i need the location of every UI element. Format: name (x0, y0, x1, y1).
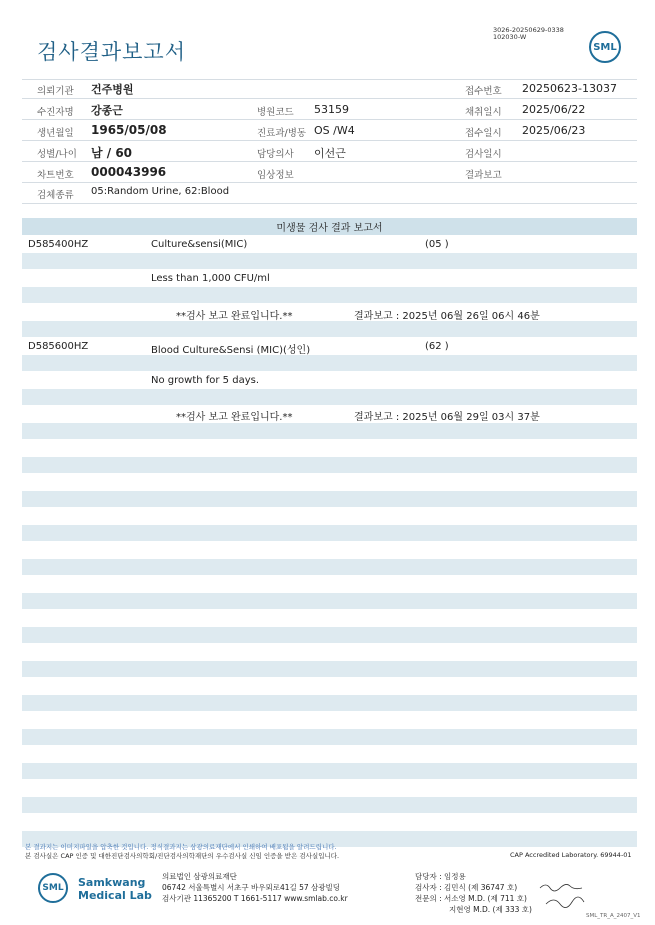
report-label: 결과보고 (465, 170, 502, 181)
row-band (22, 593, 637, 609)
row-band (22, 253, 637, 269)
chart-no-value: 000043996 (91, 165, 167, 179)
result-finding: Less than 1,000 CFU/ml (151, 273, 270, 284)
row-band (22, 661, 637, 677)
staff-charge: 담당자 : 임정용 (415, 872, 466, 881)
sml-logo-icon: SML (589, 31, 621, 63)
sex-age-value: 남 / 60 (91, 146, 133, 160)
divider (22, 182, 637, 183)
row-band (22, 287, 637, 303)
specimen-value: 05:Random Urine, 62:Blood (91, 186, 230, 197)
receipt-no-label: 접수번호 (465, 86, 502, 97)
result-specimen: (05 ) (425, 239, 449, 250)
page-title: 검사결과보고서 (37, 40, 187, 64)
clinical-label: 임상정보 (257, 170, 294, 181)
result-code: D585600HZ (28, 341, 89, 352)
row-band (22, 627, 637, 643)
footer-note-cap: 본 검사실은 CAP 인증 및 대한진단검사의학회/진단검사의학재단의 우수검사실 신임 인증을 받은 검사실입니다. (25, 852, 340, 860)
dob-value: 1965/05/08 (91, 123, 167, 137)
row-band (22, 355, 637, 371)
section-title: 미생물 검사 결과 보고서 (22, 218, 637, 235)
row-band (22, 525, 637, 541)
dept-value: OS /W4 (314, 124, 355, 137)
row-band (22, 423, 637, 439)
row-band (22, 729, 637, 745)
divider (22, 119, 637, 120)
org-info (162, 871, 348, 904)
institution-label: 의뢰기관 (37, 86, 74, 97)
result-reported: 결과보고 : 2025년 06월 26일 06시 46분 (354, 311, 540, 322)
document-code-line1: 3026-20250629-0338 (493, 26, 564, 34)
receipt-date-value: 2025/06/23 (522, 124, 586, 137)
row-band (22, 695, 637, 711)
divider (22, 161, 637, 162)
sml-logo-icon: SML (38, 873, 68, 903)
doctor-value: 이선근 (314, 147, 346, 160)
test-date-label: 검사일시 (465, 149, 502, 160)
result-finding: No growth for 5 days. (151, 375, 260, 386)
row-band (22, 491, 637, 507)
hospital-code-value: 53159 (314, 103, 349, 116)
row-band (22, 457, 637, 473)
row-band (22, 321, 637, 337)
result-code: D585400HZ (28, 239, 89, 250)
document-code-line2: 102030-W (493, 33, 527, 41)
org-name: 의료법인 삼광의료재단 (162, 872, 237, 881)
org-contact: 검사기관 11365200 T 1661-5117 www.smlab.co.kr (162, 894, 348, 903)
receipt-date-label: 접수일시 (465, 128, 502, 139)
collect-date-label: 채취일시 (465, 107, 502, 118)
patient-value: 강종근 (91, 104, 123, 117)
signature-icon (538, 880, 588, 914)
dob-label: 생년월일 (37, 128, 74, 139)
result-complete: **검사 보고 완료입니다.** (176, 311, 293, 322)
divider (22, 79, 637, 80)
staff-tester: 검사자 : 김민식 (제 36747 호) (415, 883, 518, 892)
row-band (22, 797, 637, 813)
doctor-label: 담당의사 (257, 149, 294, 160)
divider (22, 140, 637, 141)
result-test-name: Blood Culture&Sensi (MIC)(성인) (151, 345, 311, 356)
footer-note-image: 본 결과지는 이미지파일을 압축한 것입니다. 정식결과지는 삼광의료재단에서 인쇄하여 배포됨을 알려드립니다. (25, 843, 337, 851)
result-test-name: Culture&sensi(MIC) (151, 239, 248, 250)
result-reported: 결과보고 : 2025년 06월 29일 03시 37분 (354, 412, 540, 423)
form-code: SML_TR_A_2407_V1 (586, 913, 641, 919)
collect-date-value: 2025/06/22 (522, 103, 586, 116)
row-band (22, 559, 637, 575)
org-address: 06742 서울특별시 서초구 바우뫼로41길 57 삼광빌딩 (162, 883, 341, 892)
hospital-code-label: 병원코드 (257, 107, 294, 118)
cap-accreditation: CAP Accredited Laboratory. 69944-01 (510, 851, 632, 859)
document-code (493, 27, 564, 41)
staff-info (415, 871, 532, 915)
dept-label: 진료과/병동 (257, 128, 307, 139)
result-specimen: (62 ) (425, 341, 449, 352)
receipt-no-value: 20250623-13037 (522, 82, 617, 95)
brand-name (78, 876, 152, 902)
divider (22, 98, 637, 99)
chart-no-label: 차트번호 (37, 170, 74, 181)
staff-specialist-2: 지현영 M.D. (제 333 호) (449, 905, 532, 914)
specimen-label: 검체종류 (37, 190, 74, 201)
result-complete: **검사 보고 완료입니다.** (176, 412, 293, 423)
divider (22, 203, 637, 204)
staff-specialist-1: 전문의 : 서소영 M.D. (제 711 호) (415, 894, 527, 903)
sex-age-label: 성별/나이 (37, 149, 77, 160)
brand-name-line2: Medical Lab (78, 889, 152, 902)
brand-name-line1: Samkwang (78, 876, 146, 889)
patient-label: 수진자명 (37, 107, 74, 118)
row-band (22, 389, 637, 405)
institution-value: 건주병원 (91, 83, 134, 96)
row-band (22, 763, 637, 779)
